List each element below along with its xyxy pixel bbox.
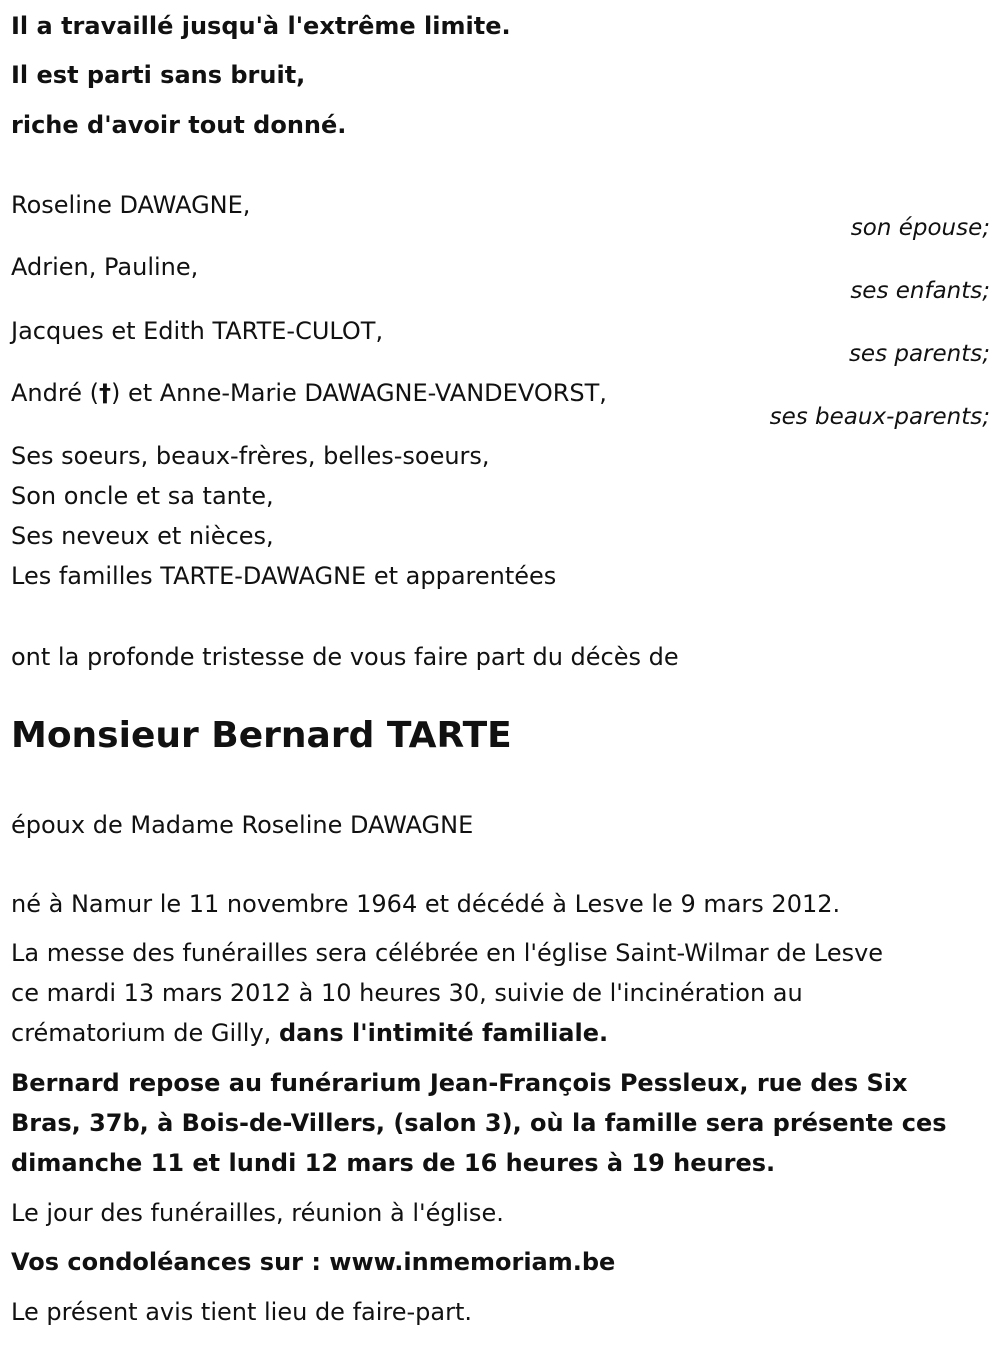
relatives-line-2: Son oncle et sa tante, — [11, 482, 274, 510]
poem-line-1: Il a travaillé jusqu'à l'extrême limite. — [11, 12, 511, 40]
family-names-in-laws — [11, 378, 607, 408]
relatives-line-3: Ses neveux et nièces, — [11, 522, 274, 550]
funeral-paragraph — [11, 933, 986, 1053]
relatives-line-4: Les familles TARTE-DAWAGNE et apparentées — [11, 562, 557, 590]
notice-line: Le présent avis tient lieu de faire-part. — [11, 1298, 473, 1326]
visitation-line-2: Bras, 37b, à Bois-de-Villers, (salon 3), où la famille sera présente ces — [11, 1109, 947, 1137]
funeral-line-3-normal: crématorium de Gilly, — [11, 1019, 279, 1047]
spouse-line: époux de Madame Roseline DAWAGNE — [11, 811, 474, 839]
birth-death-line: né à Namur le 11 novembre 1964 et décédé à Lesve le 9 mars 2012. — [11, 890, 841, 918]
family-names-parents: Jacques et Edith TARTE-CULOT, — [11, 317, 384, 345]
family-relation-children: ses enfants; — [850, 278, 990, 304]
family-relation-in-laws: ses beaux-parents; — [769, 404, 990, 430]
family-relation-spouse: son épouse; — [850, 215, 990, 241]
poem-line-2: Il est parti sans bruit, — [11, 61, 306, 89]
family-relation-parents: ses parents; — [848, 341, 990, 367]
in-laws-name-after: ) et Anne-Marie DAWAGNE-VANDEVORST, — [110, 379, 607, 407]
funeral-line-3-bold: dans l'intimité familiale. — [278, 1019, 609, 1047]
funeral-line-2: ce mardi 13 mars 2012 à 10 heures 30, suivie de l'incinération au — [11, 979, 803, 1007]
in-laws-name-before: André ( — [11, 379, 99, 407]
visitation-paragraph — [11, 1063, 986, 1183]
meeting-line: Le jour des funérailles, réunion à l'église. — [11, 1199, 504, 1227]
funeral-line-3 — [11, 1013, 986, 1053]
family-names-spouse: Roseline DAWAGNE, — [11, 191, 251, 219]
relatives-line-1: Ses soeurs, beaux-frères, belles-soeurs, — [11, 442, 490, 470]
visitation-line-3: dimanche 11 et lundi 12 mars de 16 heures à 19 heures. — [11, 1149, 776, 1177]
announcement: ont la profonde tristesse de vous faire part du décès de — [11, 643, 679, 671]
deceased-name: Monsieur Bernard TARTE — [11, 715, 512, 756]
cross-icon: † — [98, 379, 111, 407]
poem-line-3: riche d'avoir tout donné. — [11, 111, 347, 139]
funeral-line-1: La messe des funérailles sera célébrée en l'église Saint-Wilmar de Lesve — [11, 939, 884, 967]
visitation-line-1: Bernard repose au funérarium Jean-François Pessleux, rue des Six — [11, 1069, 908, 1097]
condolences-line: Vos condoléances sur : www.inmemoriam.be — [11, 1248, 616, 1276]
family-names-children: Adrien, Pauline, — [11, 253, 199, 281]
